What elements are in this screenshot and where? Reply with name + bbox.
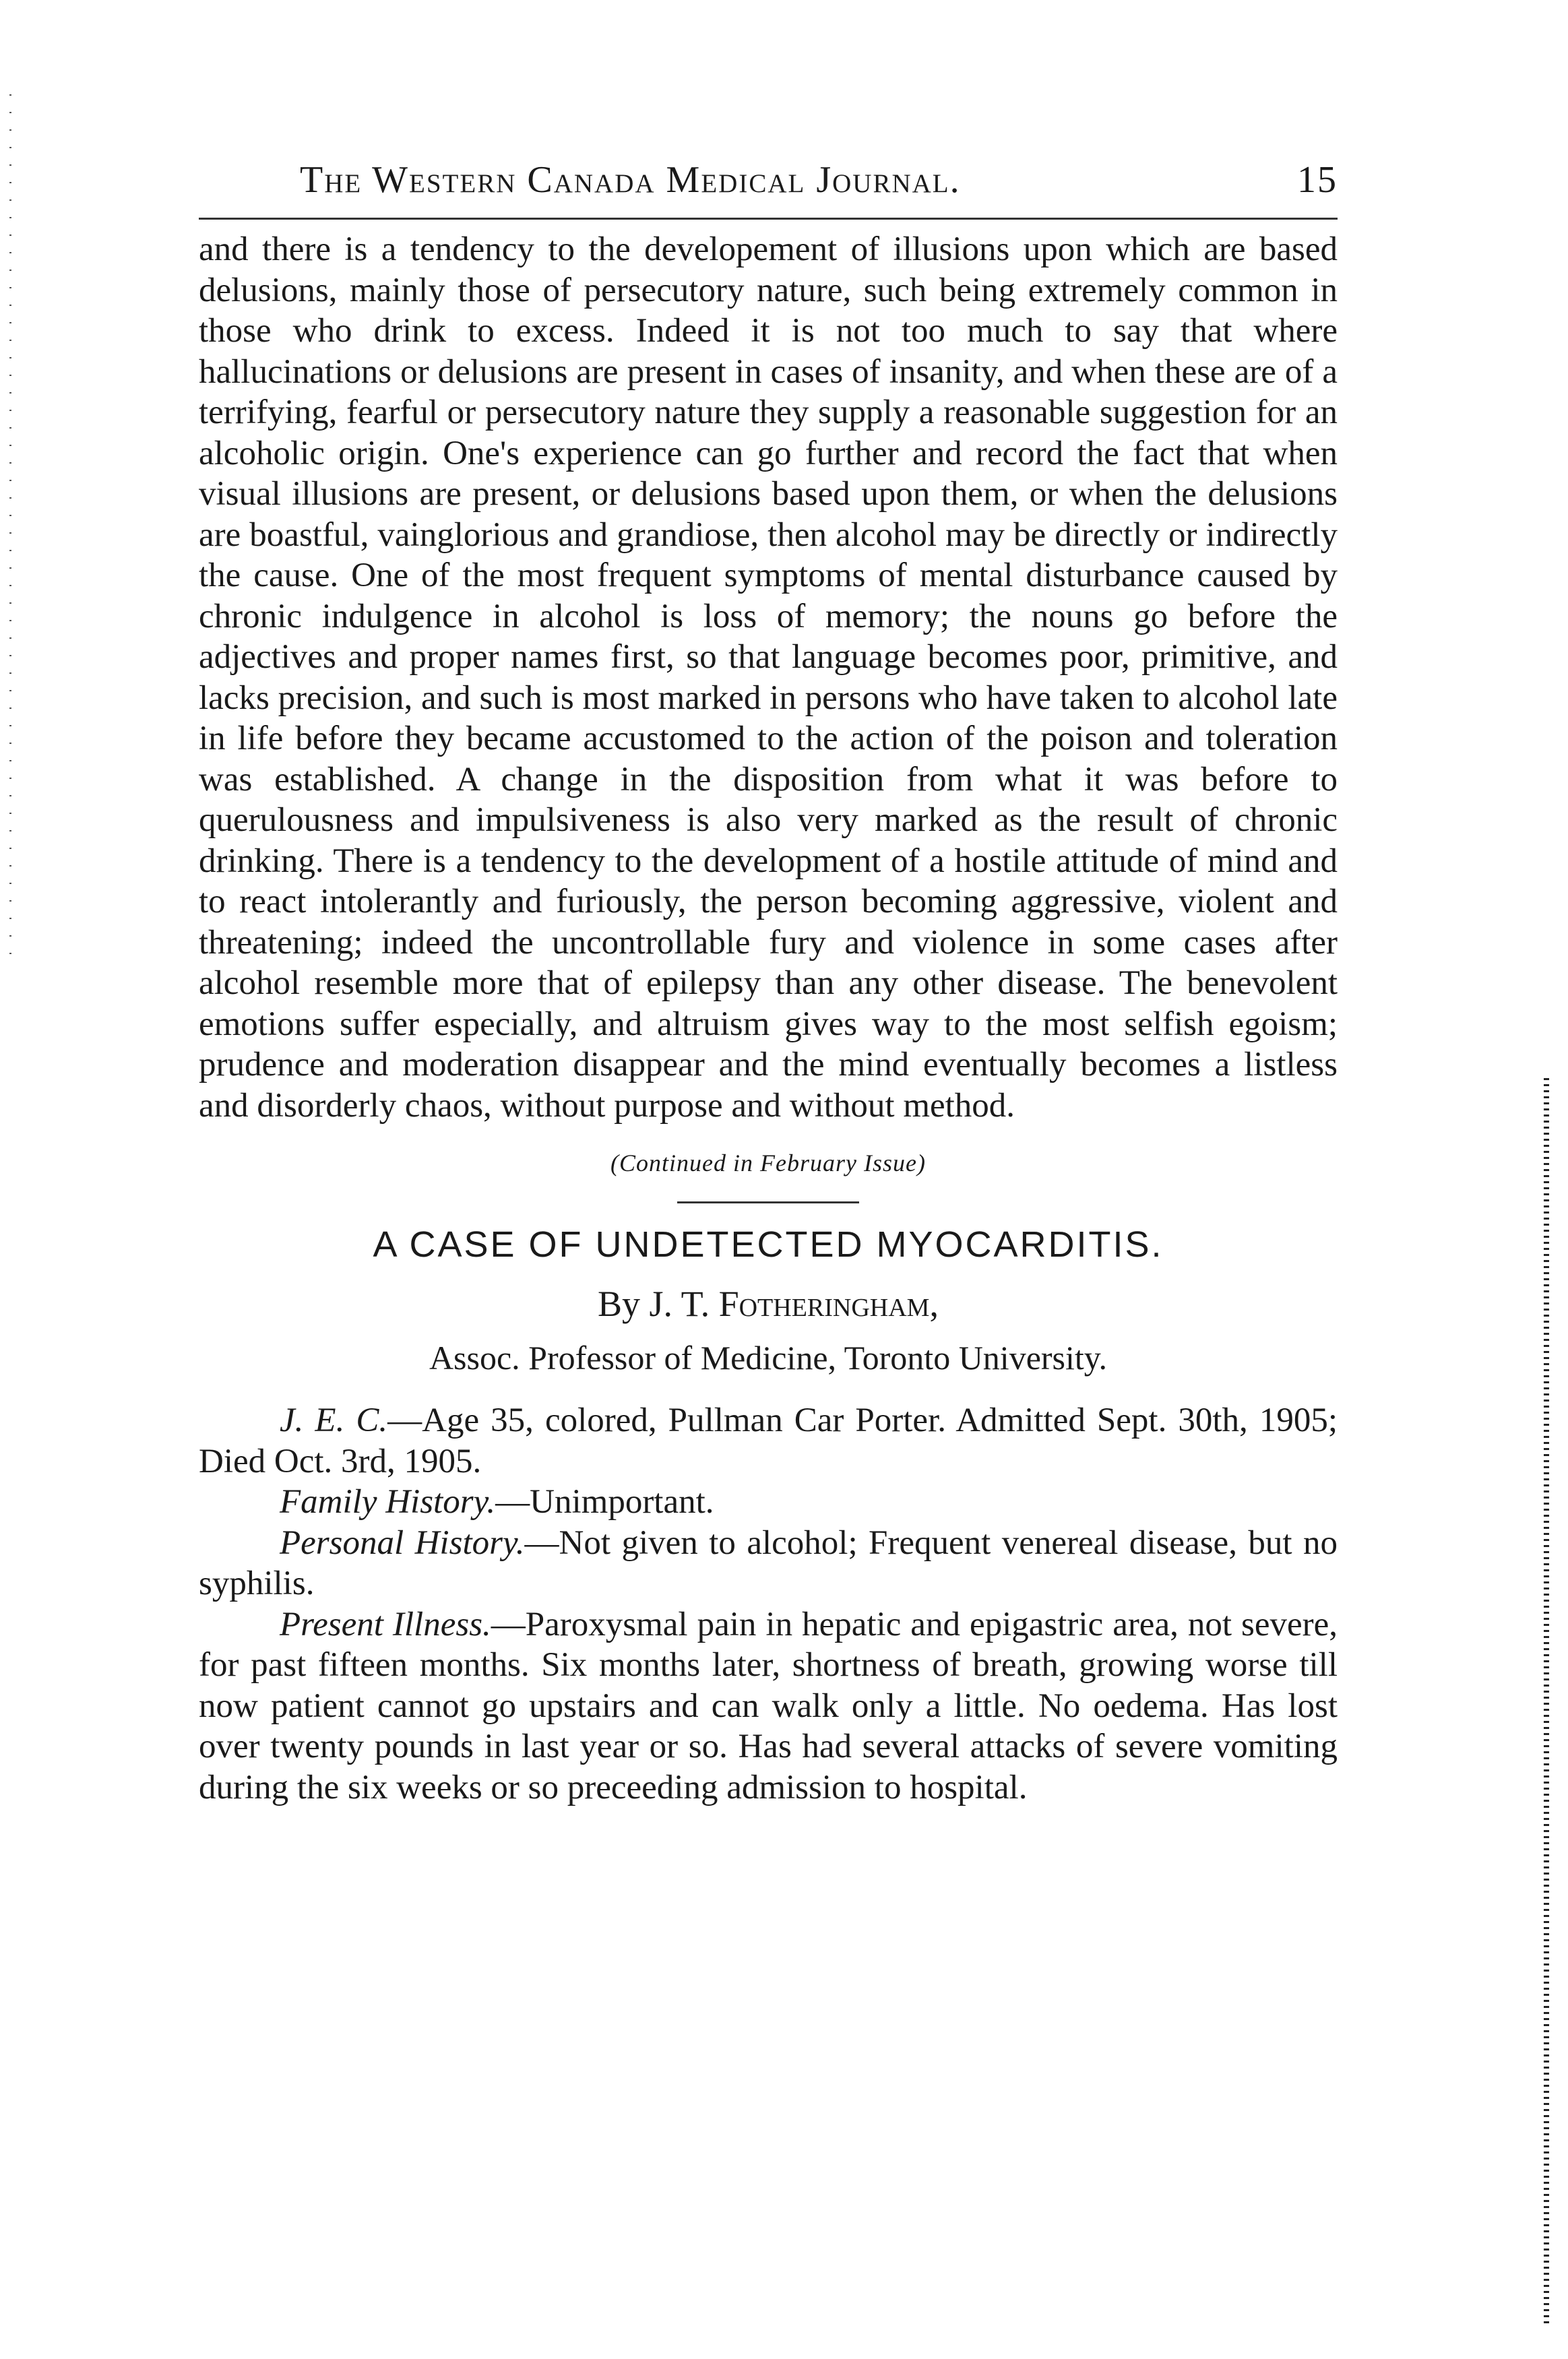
author-affiliation: Assoc. Professor of Medicine, Toronto University.	[429, 1339, 1108, 1377]
continued-note: (Continued in February Issue)	[610, 1150, 926, 1176]
scan-margin-artifact-right	[1544, 1078, 1549, 2325]
personal-history-text: —Not given to alcohol; Frequent venereal disease, but no syphilis.	[199, 1523, 1338, 1602]
case-summary	[199, 1400, 1338, 1482]
section-divider	[677, 1201, 859, 1203]
header-rule	[199, 218, 1338, 220]
scan-margin-artifact-left	[9, 94, 11, 970]
case-report	[199, 1400, 1338, 1808]
present-illness-label: Present Illness.	[280, 1605, 491, 1643]
present-illness-text: —Paroxysmal pain in hepatic and epigastric area, not severe, for past fifteen months. Six months later, shortness of breath, growing worse till now patient cannot go upstairs and can walk only a little. No oedema. Has lost over twenty pounds in last year or so. Has had several attacks of severe vomiting during the six weeks or so preceeding admission to hospital.	[199, 1605, 1338, 1806]
case-label: J. E. C.	[280, 1402, 388, 1439]
author-name: J. T. Fotheringham,	[649, 1284, 939, 1324]
article-title: A CASE OF UNDETECTED MYOCARDITIS.	[373, 1224, 1164, 1265]
byline	[199, 1283, 1338, 1325]
byline-prefix: By	[598, 1284, 641, 1324]
running-header	[199, 152, 1338, 212]
journal-title: The Western Canada Medical Journal.	[300, 159, 961, 201]
personal-history-label: Personal History.	[280, 1523, 525, 1562]
family-history-label: Family History.	[280, 1483, 496, 1521]
page-number: 15	[1297, 159, 1338, 201]
continued-article-body	[199, 229, 1338, 1126]
family-history-text: —Unimportant.	[495, 1483, 714, 1521]
present-illness	[199, 1604, 1338, 1808]
case-text: —Age 35, colored, Pullman Car Porter. Admitted Sept. 30th, 1905; Died Oct. 3rd, 1905.	[199, 1402, 1338, 1480]
journal-page	[199, 152, 1338, 1808]
personal-history	[199, 1523, 1338, 1604]
continued-paragraph: and there is a tendency to the developement of illusions upon which are based delusions, mainly those of persecutory nature, such being extremely common in those who drink to excess. Indeed it is not too much to say that where hallucinations or delusions are present in cases of insanity, and when these are of a terrifying, fearful or persecutory nature they supply a reasonable suggestion for an alcoholic origin. One's experience can go further and record the fact that when visual illusions are present, or delusions based upon them, or when the delusions are boastful, vainglorious and grandiose, then alcohol may be directly or indirectly the cause. One of the most frequent symptoms of mental disturbance caused by chronic indulgence in alcohol is loss of memory; the nouns go before the adjectives and proper names first, so that language becomes poor, primitive, and lacks precision, and such is most marked in persons who have taken to alcohol late in life before they became accustomed to the action of the poison and toleration was established. A change in the disposition from what it was before to querulousness and impulsiveness is also very marked as the result of chronic drinking. There is a tendency to the development of a hostile attitude of mind and to react intolerantly and furiously, the person becoming aggressive, violent and threatening; indeed the uncontrollable fury and violence in some cases after alcohol resemble more that of epilepsy than any other disease. The benevolent emotions suffer especially, and altruism gives way to the most selfish egoism; prudence and moderation disappear and the mind eventually becomes a listless and disorderly chaos, without purpose and without method.	[199, 230, 1338, 1125]
family-history	[199, 1482, 1338, 1523]
